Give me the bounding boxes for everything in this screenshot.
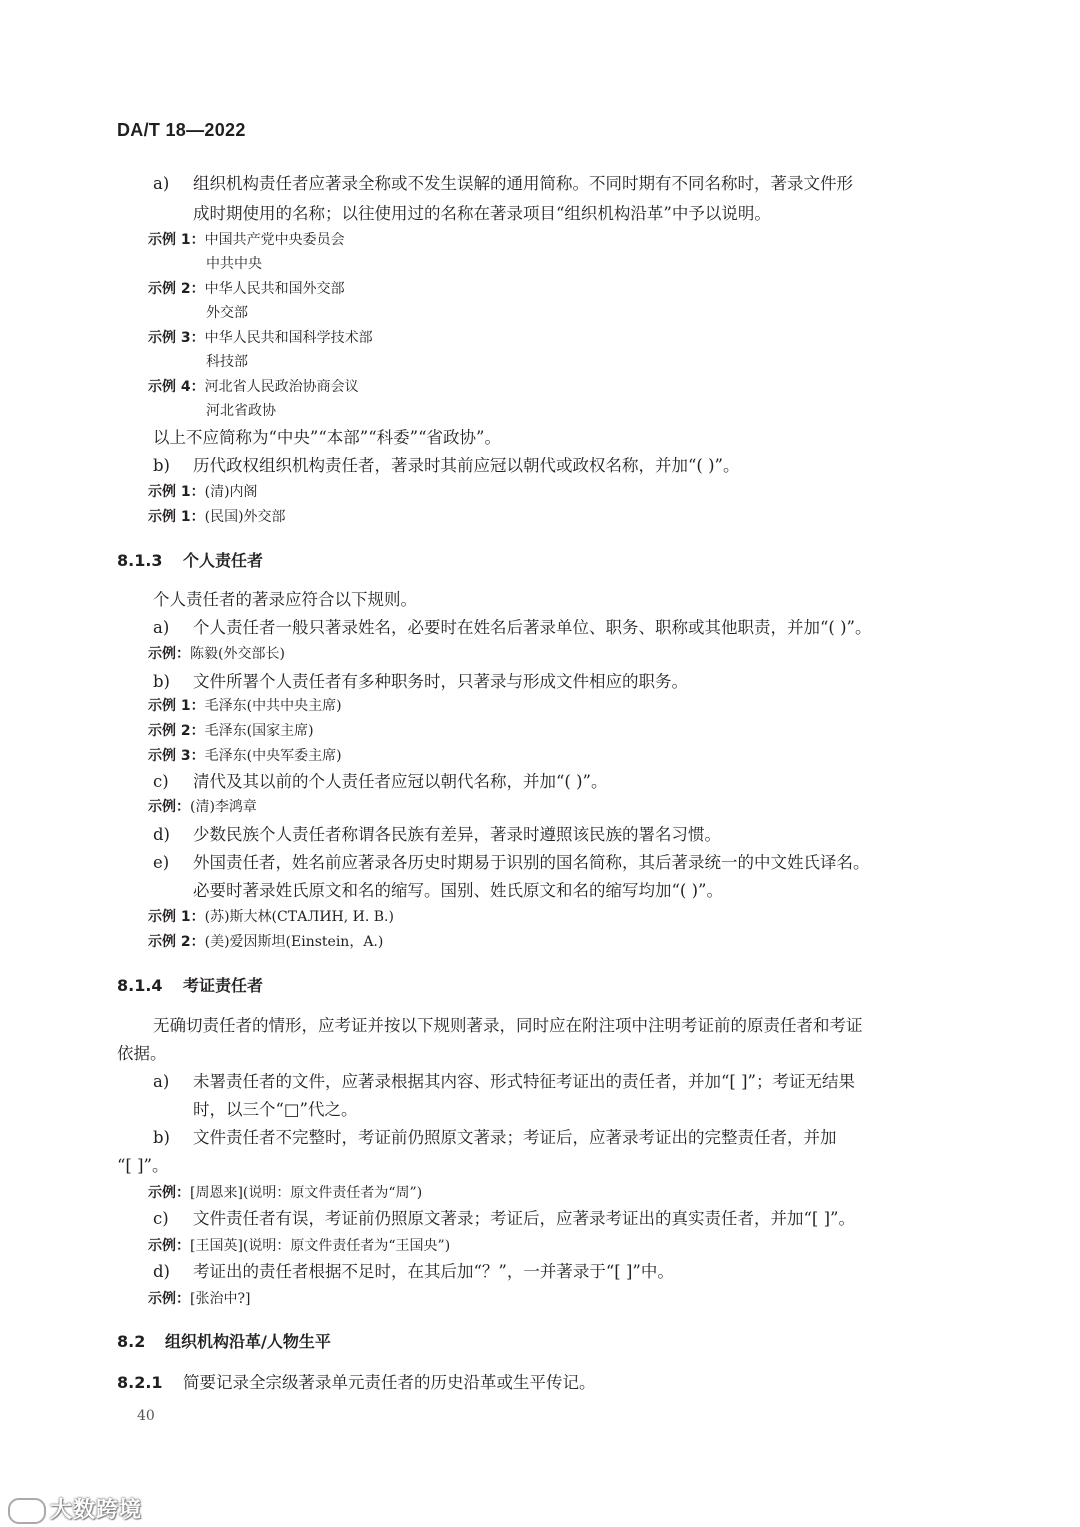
example-2-cont: 外交部 (206, 305, 248, 321)
list-item-e-cont: 必要时著录姓氏原文和名的缩写。国别、姓氏原文和名的缩写均加“( )”。 (193, 881, 723, 900)
example-label: 示例： (148, 799, 190, 815)
item-text: 个人责任者一般只著录姓名，必要时在姓名后著录单位、职务、职称或其他职责，并加“( )”。 (193, 618, 872, 637)
list-item-a-cont: 时，以三个“□”代之。 (193, 1100, 358, 1119)
list-item-b (153, 670, 688, 694)
example-1 (148, 230, 345, 250)
item-marker: b) (153, 1128, 170, 1147)
section-intro-cont: 依据。 (117, 1044, 167, 1063)
item-marker: d) (153, 1262, 170, 1281)
example (148, 797, 257, 817)
example-3-cont: 科技部 (206, 354, 248, 370)
item-marker: c) (153, 1209, 169, 1228)
section-title: 个人责任者 (183, 551, 264, 570)
example-label: 示例 1： (148, 698, 205, 714)
section-heading-8-1-4 (117, 973, 263, 996)
example-1 (148, 696, 342, 716)
item-marker: b) (153, 456, 170, 475)
example-label: 示例： (148, 1291, 190, 1307)
example-b1 (148, 482, 258, 502)
example-text: (苏)斯大林(СТАЛИН, И. В.) (204, 909, 394, 925)
item-text: 清代及其以前的个人责任者应冠以朝代名称，并加“( )”。 (193, 772, 608, 791)
section-heading-8-1-3 (117, 548, 263, 571)
list-item-e (153, 851, 870, 875)
example-text: 毛泽东(中共中央主席) (204, 698, 342, 714)
list-item-c (153, 1207, 855, 1231)
example-2 (148, 279, 345, 299)
standard-code-header: DA/T 18—2022 (117, 120, 246, 140)
list-item-d (153, 1260, 674, 1284)
list-item-b-cont: “[ ]”。 (117, 1156, 169, 1175)
list-item-a (153, 616, 872, 640)
item-text: 未署责任者的文件，应著录根据其内容、形式特征考证出的责任者，并加“[ ]”；考证无结果 (193, 1072, 855, 1091)
watermark-text: 大数跨境 (50, 1498, 143, 1523)
example-text: 毛泽东(中央军委主席) (204, 748, 342, 764)
example-text: [周恩来](说明：原文件责任者为“周”) (190, 1185, 423, 1201)
example-label: 示例 3： (148, 330, 205, 346)
list-item-a-cont: 成时期使用的名称；以往使用过的名称在著录项目“组织机构沿革”中予以说明。 (193, 204, 771, 223)
example-label: 示例 4： (148, 379, 205, 395)
section-number: 8.1.3 (117, 551, 163, 570)
example (148, 644, 285, 664)
clause-8-2-1 (117, 1371, 596, 1395)
example (148, 1183, 422, 1203)
example (148, 1289, 250, 1309)
example-label: 示例： (148, 1185, 190, 1201)
clause-text: 简要记录全宗级著录单元责任者的历史沿革或生平传记。 (183, 1373, 596, 1392)
example-2 (148, 932, 383, 952)
item-text: 历代政权组织机构责任者，著录时其前应冠以朝代或政权名称，并加“( )”。 (193, 456, 740, 475)
item-text: 文件责任者不完整时，考证前仍照原文著录；考证后，应著录考证出的完整责任者，并加 (193, 1128, 837, 1147)
page-number: 40 (137, 1408, 155, 1424)
example-label: 示例 1： (148, 232, 205, 248)
example-text: [王国英](说明：原文件责任者为“王国央”) (190, 1238, 451, 1254)
list-item-a (153, 1070, 855, 1094)
example-text: [张治中?] (190, 1291, 251, 1307)
example-label: 示例 2： (148, 934, 205, 950)
section-heading-8-2 (117, 1329, 331, 1352)
item-marker: a) (153, 1072, 170, 1091)
section-title: 考证责任者 (183, 976, 264, 995)
example-3 (148, 746, 342, 766)
note-paragraph: 以上不应简称为“中央”“本部”“科委”“省政协”。 (153, 428, 501, 447)
list-item-a (153, 172, 853, 196)
example-4-cont: 河北省政协 (206, 403, 276, 419)
item-marker: a) (153, 618, 170, 637)
example-text: 河北省人民政治协商会议 (204, 379, 359, 395)
watermark-logo-icon (8, 1498, 46, 1524)
example-text: (美)爱因斯坦(Einstein，A.) (204, 934, 384, 950)
item-text: 外国责任者，姓名前应著录各历史时期易于识别的国名简称，其后著录统一的中文姓氏译名。 (193, 853, 870, 872)
example-label: 示例 3： (148, 748, 205, 764)
example-text: 陈毅(外交部长) (190, 646, 285, 662)
example-label: 示例 1： (148, 484, 205, 500)
item-marker: a) (153, 174, 170, 193)
example-label: 示例： (148, 1238, 190, 1254)
list-item-d (153, 823, 721, 847)
example-text: 毛泽东(国家主席) (204, 723, 314, 739)
example-text: (清)内阁 (204, 484, 258, 500)
example-label: 示例 1： (148, 509, 205, 525)
list-item-b (153, 454, 740, 478)
item-marker: b) (153, 672, 170, 691)
section-number: 8.2.1 (117, 1373, 163, 1392)
example-4 (148, 377, 359, 397)
example (148, 1236, 450, 1256)
example-3 (148, 328, 373, 348)
item-marker: e) (153, 853, 170, 872)
item-marker: c) (153, 772, 169, 791)
example-b2 (148, 507, 286, 527)
item-text: 考证出的责任者根据不足时，在其后加“？”，一并著录于“[ ]”中。 (193, 1262, 674, 1281)
item-text: 少数民族个人责任者称谓各民族有差异，著录时遵照该民族的署名习惯。 (193, 825, 721, 844)
watermark (8, 1493, 142, 1524)
section-title: 组织机构沿革/人物生平 (165, 1332, 331, 1351)
example-1-cont: 中共中央 (206, 256, 262, 272)
item-text: 文件所署个人责任者有多种职务时，只著录与形成文件相应的职务。 (193, 672, 688, 691)
example-label: 示例： (148, 646, 190, 662)
section-number: 8.1.4 (117, 976, 163, 995)
example-label: 示例 1： (148, 909, 205, 925)
list-item-c (153, 770, 608, 794)
example-label: 示例 2： (148, 723, 205, 739)
item-text: 组织机构责任者应著录全称或不发生误解的通用简称。不同时期有不同名称时，著录文件形 (193, 174, 853, 193)
item-marker: d) (153, 825, 170, 844)
section-intro: 无确切责任者的情形，应考证并按以下规则著录，同时应在附注项中注明考证前的原责任者和考证 (153, 1016, 863, 1035)
section-intro: 个人责任者的著录应符合以下规则。 (153, 590, 417, 609)
item-text: 文件责任者有误，考证前仍照原文著录；考证后，应著录考证出的真实责任者，并加“[ ]”。 (193, 1209, 855, 1228)
example-label: 示例 2： (148, 281, 205, 297)
example-text: (民国)外交部 (204, 509, 286, 525)
section-number: 8.2 (117, 1332, 146, 1351)
example-text: 中国共产党中央委员会 (204, 232, 345, 248)
example-text: (清)李鸿章 (190, 799, 257, 815)
example-text: 中华人民共和国科学技术部 (204, 330, 373, 346)
example-2 (148, 721, 314, 741)
example-1 (148, 907, 394, 927)
list-item-b (153, 1126, 837, 1150)
example-text: 中华人民共和国外交部 (204, 281, 345, 297)
